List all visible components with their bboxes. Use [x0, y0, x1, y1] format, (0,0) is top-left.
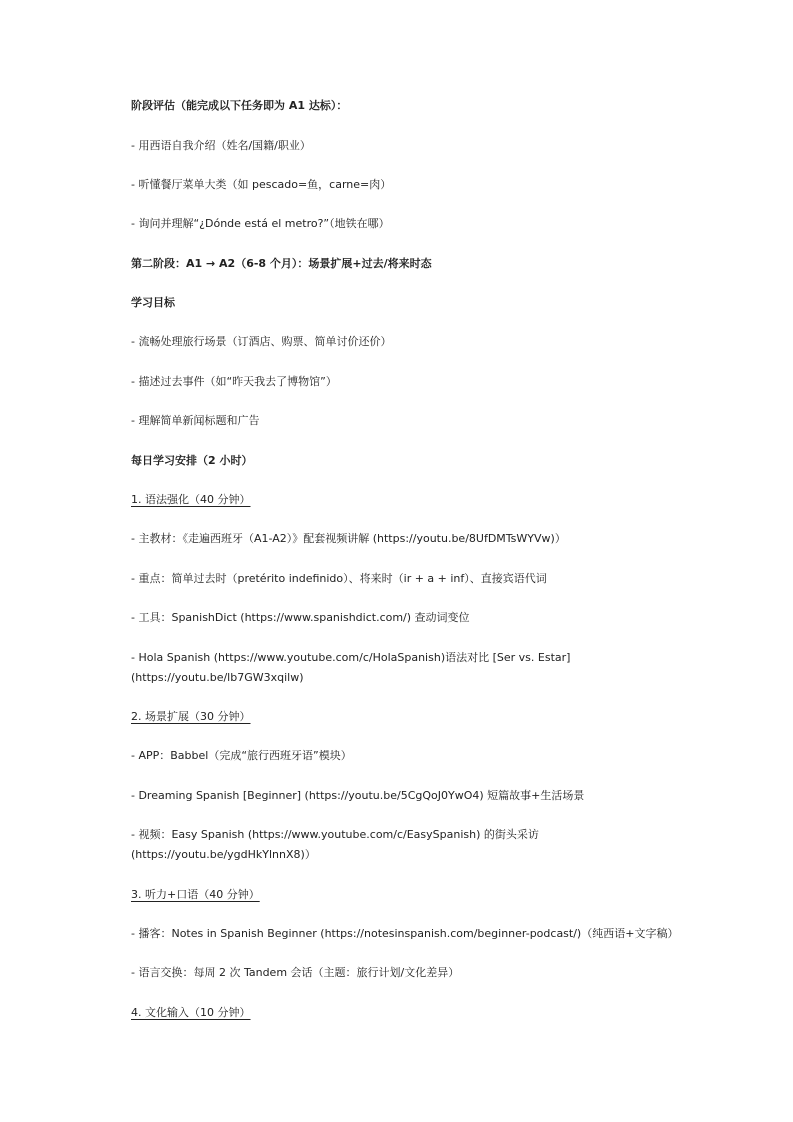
section-title-scenes: 2. 场景扩展（30 分钟） [131, 710, 251, 723]
assessment-item: - 用西语自我介绍（姓名/国籍/职业） [131, 139, 311, 152]
assessment-item: - 询问并理解“¿Dónde está el metro?”（地铁在哪） [131, 217, 390, 230]
stage2-heading: 第二阶段：A1 → A2（6-8 个月）：场景扩展+过去/将来时态 [131, 257, 432, 270]
section-item: - Dreaming Spanish [Beginner] (https://youtu.be/5CgQoJ0YwO4) 短篇故事+生活场景 [131, 789, 585, 802]
section-item-line1: - Hola Spanish (https://www.youtube.com/c/HolaSpanish)语法对比 [Ser vs. Estar] [131, 651, 571, 664]
section-item: - 主教材：《走遍西班牙（A1-A2）》配套视频讲解 (https://youtu.be/8UfDMTsWYVw)） [131, 532, 566, 545]
section-item-line1: - 视频：Easy Spanish (https://www.youtube.com/c/EasySpanish) 的街头采访 [131, 828, 539, 841]
goals-heading: 学习目标 [131, 296, 175, 309]
section-item: - APP：Babbel（完成“旅行西班牙语”模块） [131, 749, 352, 762]
assessment-heading: 阶段评估（能完成以下任务即为 A1 达标）： [131, 99, 348, 112]
goal-item: - 描述过去事件（如“昨天我去了博物馆”） [131, 375, 337, 388]
schedule-heading: 每日学习安排（2 小时） [131, 454, 253, 467]
section-title-grammar: 1. 语法强化（40 分钟） [131, 493, 251, 506]
section-item: - 播客：Notes in Spanish Beginner (https://notesinspanish.com/beginner-podcast/)（纯西语+文字稿） [131, 927, 679, 940]
assessment-item: - 听懂餐厅菜单大类（如 pescado=鱼，carne=肉） [131, 178, 392, 191]
section-item: - 语言交换：每周 2 次 Tandem 会话（主题：旅行计划/文化差异） [131, 966, 460, 979]
section-item-line2: (https://youtu.be/lb7GW3xqilw) [131, 671, 304, 684]
section-item-line2: (https://youtu.be/ygdHkYlnnX8)） [131, 848, 316, 861]
section-item: - 工具：SpanishDict (https://www.spanishdict.com/) 查动词变位 [131, 611, 470, 624]
goal-item: - 理解简单新闻标题和广告 [131, 414, 260, 427]
section-item: - 重点：简单过去时（pretérito indefinido）、将来时（ir + a + inf）、直接宾语代词 [131, 572, 547, 585]
section-title-culture: 4. 文化输入（10 分钟） [131, 1006, 251, 1019]
goal-item: - 流畅处理旅行场景（订酒店、购票、简单讨价还价） [131, 335, 392, 348]
section-title-listening: 3. 听力+口语（40 分钟） [131, 888, 260, 901]
